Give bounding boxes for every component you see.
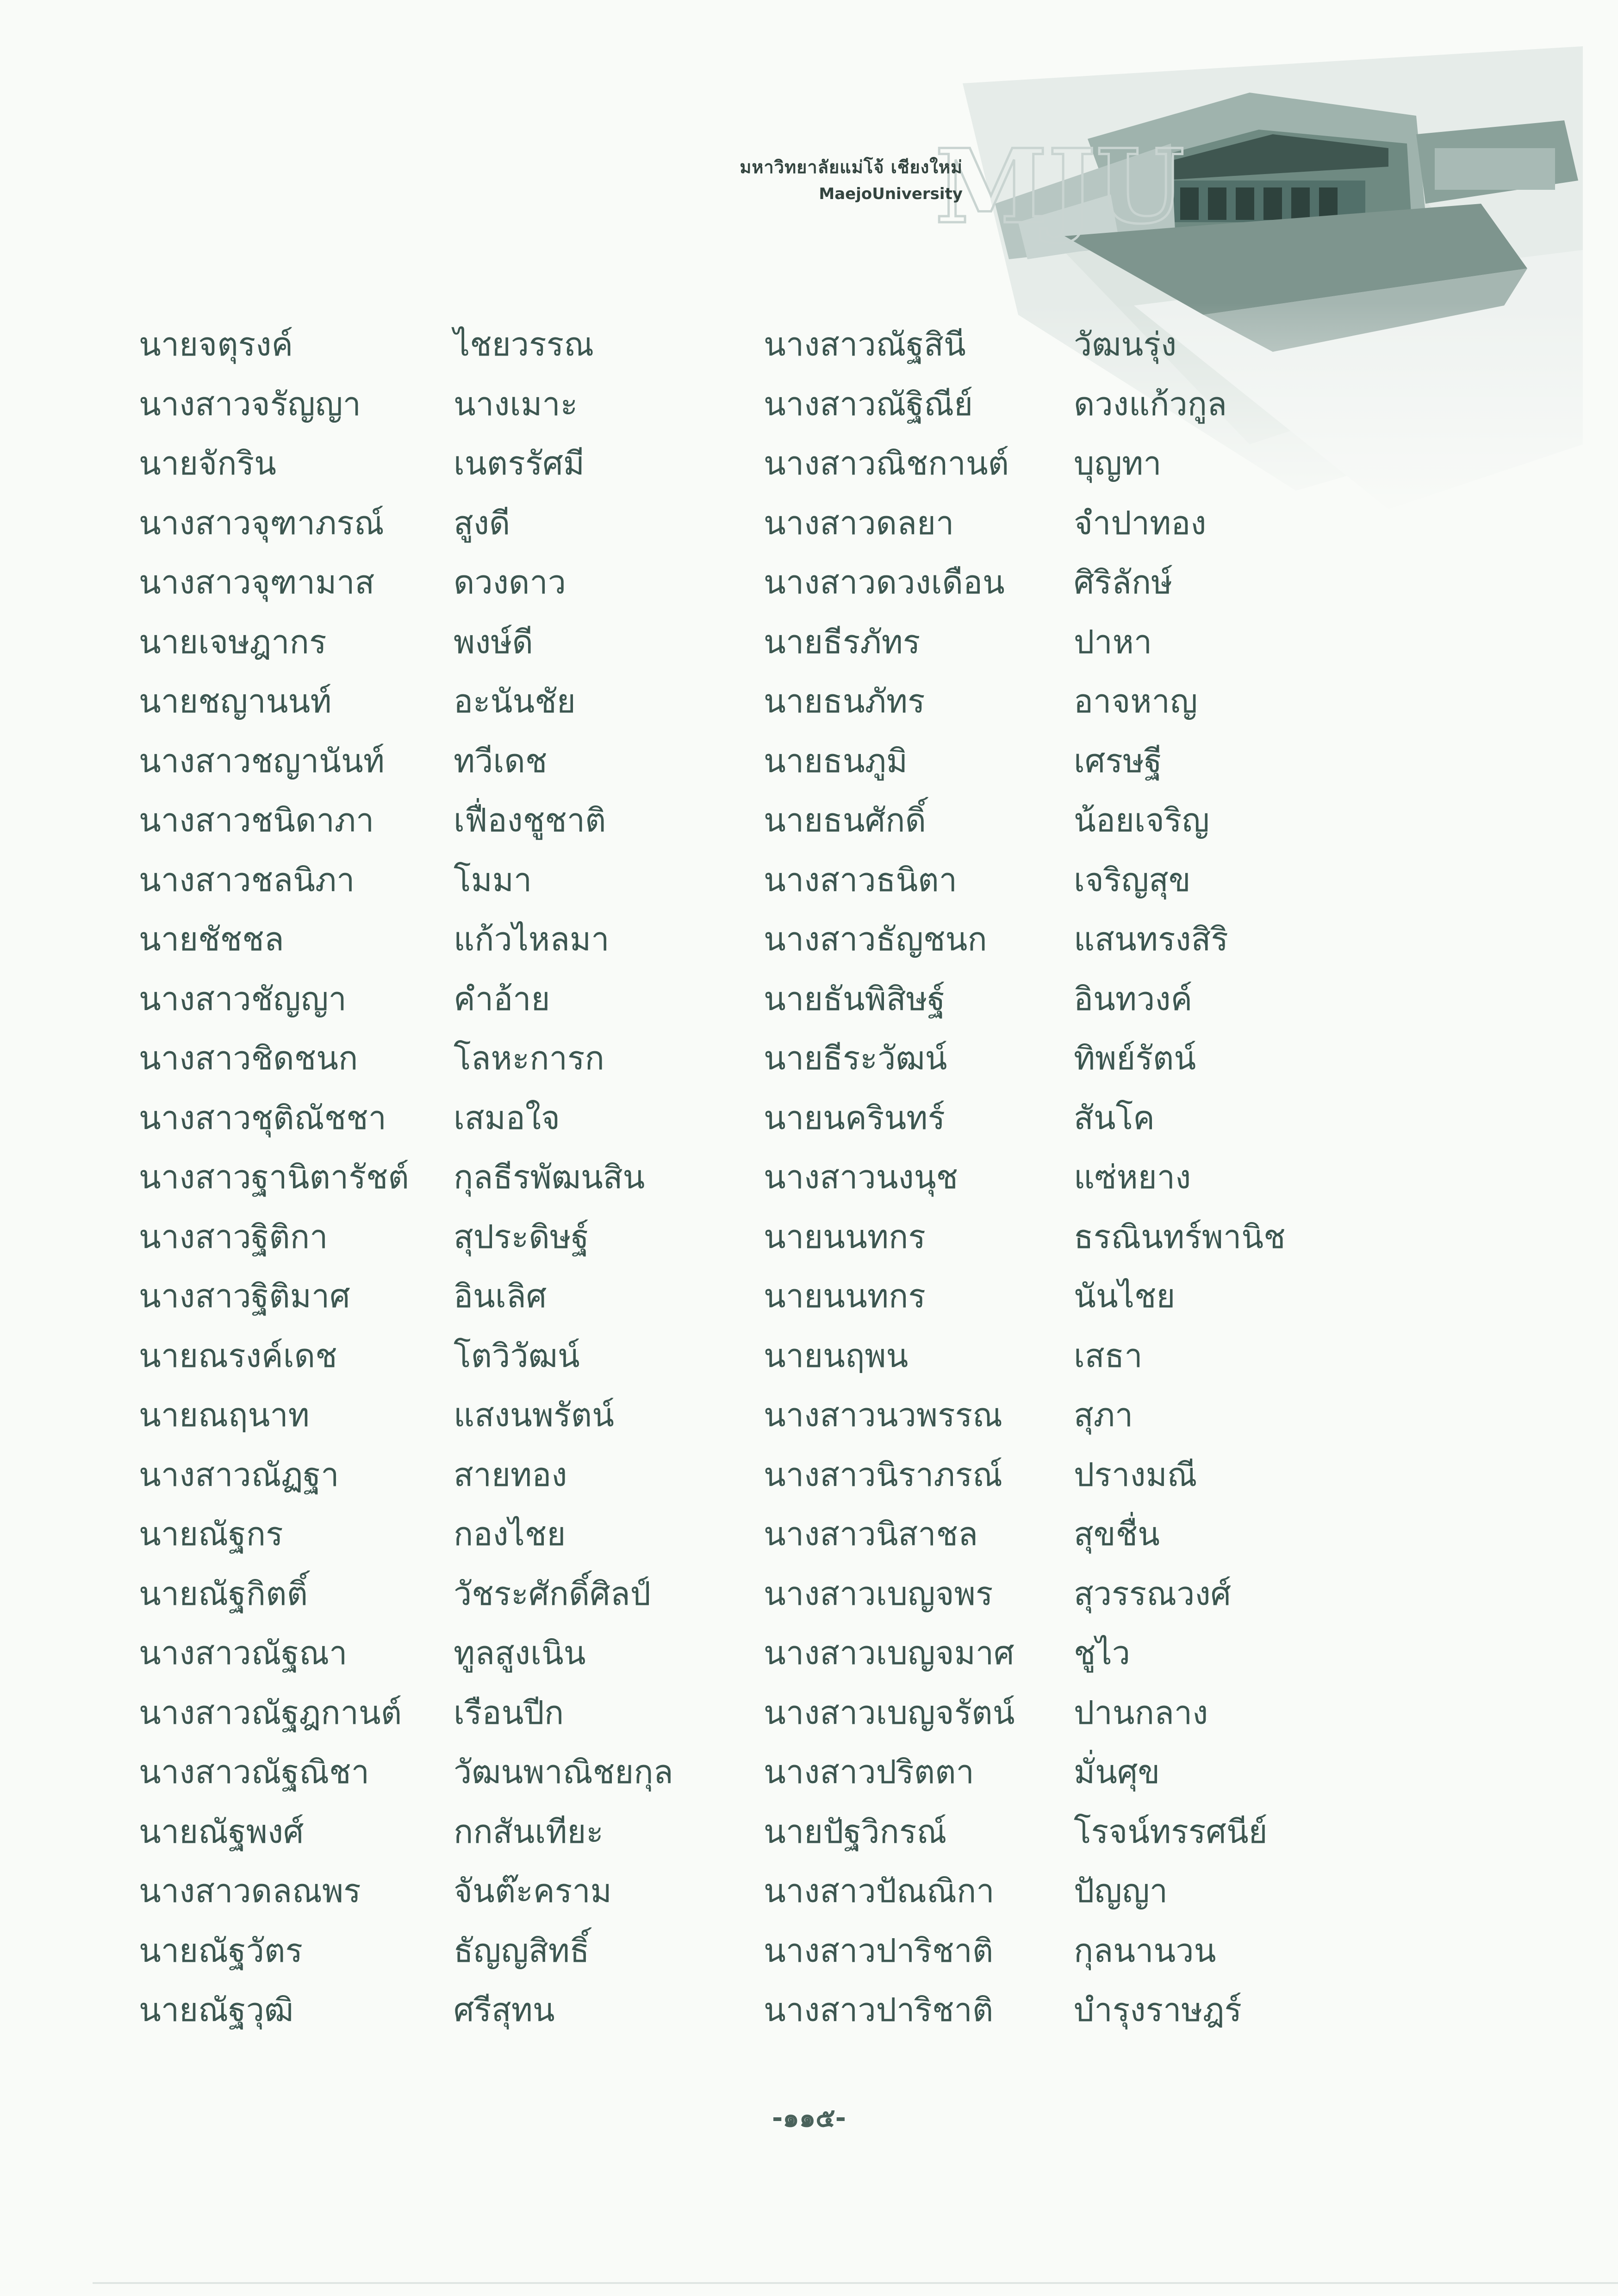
first-name-left: นางสาวฐานิตารัชต์ [139,1158,409,1196]
last-name-right: สุขชื่น [1074,1515,1160,1553]
first-name-right: นายธนศักดิ์ [764,801,927,839]
last-name-left: กุลธีรพัฒนสิน [454,1158,645,1196]
name-row [139,1921,1509,1981]
name-row [139,850,1509,910]
last-name-right: แซ่หยาง [1074,1158,1191,1196]
first-name-left: นางสาวชนิดาภา [139,801,374,839]
last-name-left: จันต๊ะคราม [454,1872,612,1910]
last-name-right: สุภา [1074,1396,1133,1434]
first-name-right: นางสาวดวงเดือน [764,563,1005,601]
first-name-right: นายธนภัทร [764,682,925,720]
name-row [139,1861,1509,1921]
first-name-left: นางสาวชลนิภา [139,861,355,899]
first-name-left: นางสาวจรัญญา [139,385,361,423]
first-name-left: นางสาวชญานันท์ [139,742,385,780]
first-name-left: นางสาวชุติณัชชา [139,1098,386,1137]
name-row [139,791,1509,850]
last-name-left: สุประดิษฐ์ [454,1217,589,1256]
last-name-left: วัชระศักดิ์ศิลป์ [454,1574,651,1613]
last-name-left: โตวิวัฒน์ [454,1336,580,1375]
last-name-right: โรจน์ทรรศนีย์ [1074,1812,1268,1851]
name-row [139,1148,1509,1207]
first-name-left: นางสาวจุฑาภรณ์ [139,504,384,542]
first-name-right: นางสาวปริตตา [764,1753,974,1791]
name-row [139,1029,1509,1088]
last-name-left: แก้วไหลมา [454,920,610,958]
first-name-left: นายณัฐกร [139,1515,283,1553]
first-name-right: นายปัฐวิกรณ์ [764,1812,947,1851]
first-name-left: นางสาวฐิติกา [139,1217,328,1256]
first-name-right: นางสาวดลยา [764,504,954,542]
first-name-left: นางสาวฐิติมาศ [139,1277,350,1315]
last-name-left: แสงนพรัตน์ [454,1396,614,1434]
first-name-right: นางสาวนิราภรณ์ [764,1455,1003,1494]
first-name-right: นางสาวนิสาชล [764,1515,978,1553]
last-name-left: อินเลิศ [454,1277,547,1315]
last-name-right: สันโค [1074,1098,1155,1137]
first-name-right: นางสาวธัญชนก [764,920,987,958]
first-name-left: นายณฤนาท [139,1396,310,1434]
last-name-left: เฟื่องชูชาติ [454,801,606,839]
last-name-left: โลหะการก [454,1039,604,1077]
last-name-left: วัฒนพาณิชยกุล [454,1753,673,1791]
first-name-right: นายนนทกร [764,1217,926,1256]
footer-divider [93,2282,1618,2284]
last-name-left: ศรีสุทน [454,1991,555,2029]
last-name-right: ศิริลักษ์ [1074,563,1173,601]
last-name-right: ชูไว [1074,1634,1131,1672]
last-name-left: กองไชย [454,1515,566,1553]
last-name-right: ปรางมณี [1074,1455,1197,1494]
name-row [139,1385,1509,1445]
last-name-right: อาจหาญ [1074,682,1198,720]
first-name-right: นายธีรภัทร [764,623,921,661]
first-name-left: นางสาวชิดชนก [139,1039,358,1077]
name-row [139,1564,1509,1624]
first-name-right: นางสาวณัฐสินี [764,325,966,363]
name-row [139,315,1509,374]
first-name-left: นายณัฐวุฒิ [139,1991,294,2029]
first-name-left: นายจตุรงค์ [139,325,293,363]
name-row [139,1623,1509,1683]
last-name-left: สูงดี [454,504,510,542]
name-row [139,1742,1509,1802]
name-row [139,434,1509,493]
last-name-left: เรือนปีก [454,1693,564,1732]
name-row [139,910,1509,969]
first-name-left: นายชญานนท์ [139,682,332,720]
first-name-left: นางสาวณัฏฐา [139,1455,339,1494]
university-name-block [639,153,963,203]
last-name-right: บำรุงราษฎร์ [1074,1991,1242,2029]
first-name-left: นางสาวณัฐฎกานต์ [139,1693,402,1732]
last-name-left: ทวีเดช [454,742,548,780]
first-name-left: นางสาวณัฐณิชา [139,1753,369,1791]
name-row [139,612,1509,672]
first-name-left: นายชัชชล [139,920,284,958]
first-name-right: นางสาวธนิตา [764,861,958,899]
university-name-thai: มหาวิทยาลัยแม่โจ้ เชียงใหม่ [740,157,963,177]
last-name-left: กกสันเทียะ [454,1812,604,1851]
first-name-left: นายจักริน [139,444,277,482]
first-name-right: นางสาวนงนุช [764,1158,958,1196]
first-name-right: นายนนทกร [764,1277,926,1315]
name-row [139,493,1509,553]
last-name-right: น้อยเจริญ [1074,801,1210,839]
first-name-right: นางสาวนวพรรณ [764,1396,1003,1434]
last-name-left: อะนันชัย [454,682,576,720]
name-row [139,1504,1509,1564]
name-row [139,1326,1509,1386]
last-name-right: อินทวงค์ [1074,980,1193,1018]
last-name-left: โมมา [454,861,532,899]
last-name-left: ธัญญสิทธิ์ [454,1931,590,1970]
first-name-left: นางสาวจุฑามาส [139,563,375,601]
first-name-right: นางสาวเบญจมาศ [764,1634,1014,1672]
name-row [139,1207,1509,1267]
first-name-left: นางสาวณัฐณา [139,1634,348,1672]
first-name-left: นายณัฐพงศ์ [139,1812,304,1851]
first-name-right: นายธนภูมิ [764,742,908,780]
last-name-right: กุลนานวน [1074,1931,1216,1970]
last-name-right: วัฒนรุ่ง [1074,325,1177,363]
name-row [139,969,1509,1029]
last-name-right: ปาหา [1074,623,1152,661]
name-row [139,1683,1509,1743]
last-name-right: ทิพย์รัตน์ [1074,1039,1196,1077]
name-row [139,1267,1509,1326]
first-name-right: นางสาวณิชกานต์ [764,444,1009,482]
name-row [139,731,1509,791]
name-list [139,315,1509,2040]
last-name-right: จำปาทอง [1074,504,1207,542]
first-name-right: นางสาวณัฐิณีย์ [764,385,973,423]
last-name-left: พงษ์ดี [454,623,533,661]
name-row [139,374,1509,434]
last-name-left: ทูลสูงเนิน [454,1634,586,1672]
last-name-right: ปัญญา [1074,1872,1168,1910]
first-name-right: นางสาวเบญจพร [764,1574,993,1613]
last-name-left: นางเมาะ [454,385,578,423]
name-row [139,1088,1509,1148]
last-name-left: เนตรรัศมี [454,444,585,482]
last-name-right: ธรณินทร์พานิช [1074,1217,1286,1256]
last-name-right: สุวรรณวงศ์ [1074,1574,1232,1613]
last-name-right: ปานกลาง [1074,1693,1208,1732]
university-name-english: MaejoUniversity [819,185,963,203]
last-name-right: บุญทา [1074,444,1162,482]
name-row [139,1445,1509,1505]
page-number: -๑๑๕- [772,2103,846,2133]
first-name-right: นางสาวปาริชาติ [764,1991,994,2029]
name-row [139,1980,1509,2040]
first-name-right: นางสาวเบญจรัตน์ [764,1693,1015,1732]
last-name-right: นันไชย [1074,1277,1176,1315]
last-name-left: สายทอง [454,1455,567,1494]
last-name-right: มั่นศุข [1074,1753,1160,1791]
first-name-left: นายณัฐกิตติ์ [139,1574,308,1613]
first-name-left: นายณัฐวัตร [139,1931,303,1970]
last-name-right: เศรษฐี [1074,742,1162,780]
last-name-left: คำอ้าย [454,980,550,1018]
first-name-right: นายนครินทร์ [764,1098,946,1137]
last-name-left: เสมอใจ [454,1098,560,1137]
first-name-left: นางสาวชัญญา [139,980,347,1018]
last-name-right: แสนทรงสิริ [1074,920,1228,958]
first-name-right: นางสาวปาริชาติ [764,1931,994,1970]
last-name-right: เสธา [1074,1336,1143,1375]
name-row [139,553,1509,612]
first-name-right: นายนฤพน [764,1336,909,1375]
last-name-right: เจริญสุข [1074,861,1191,899]
last-name-left: ดวงดาว [454,563,566,601]
first-name-left: นางสาวดลณพร [139,1872,361,1910]
first-name-right: นางสาวปัณณิกา [764,1872,995,1910]
name-row [139,1802,1509,1862]
first-name-left: นายเจษฎากร [139,623,327,661]
last-name-left: ไชยวรรณ [454,325,594,363]
first-name-left: นายณรงค์เดช [139,1336,337,1375]
name-row [139,672,1509,731]
last-name-right: ดวงแก้วกูล [1074,385,1227,423]
first-name-right: นายธันพิสิษฐ์ [764,980,946,1018]
first-name-right: นายธีระวัฒน์ [764,1039,947,1077]
